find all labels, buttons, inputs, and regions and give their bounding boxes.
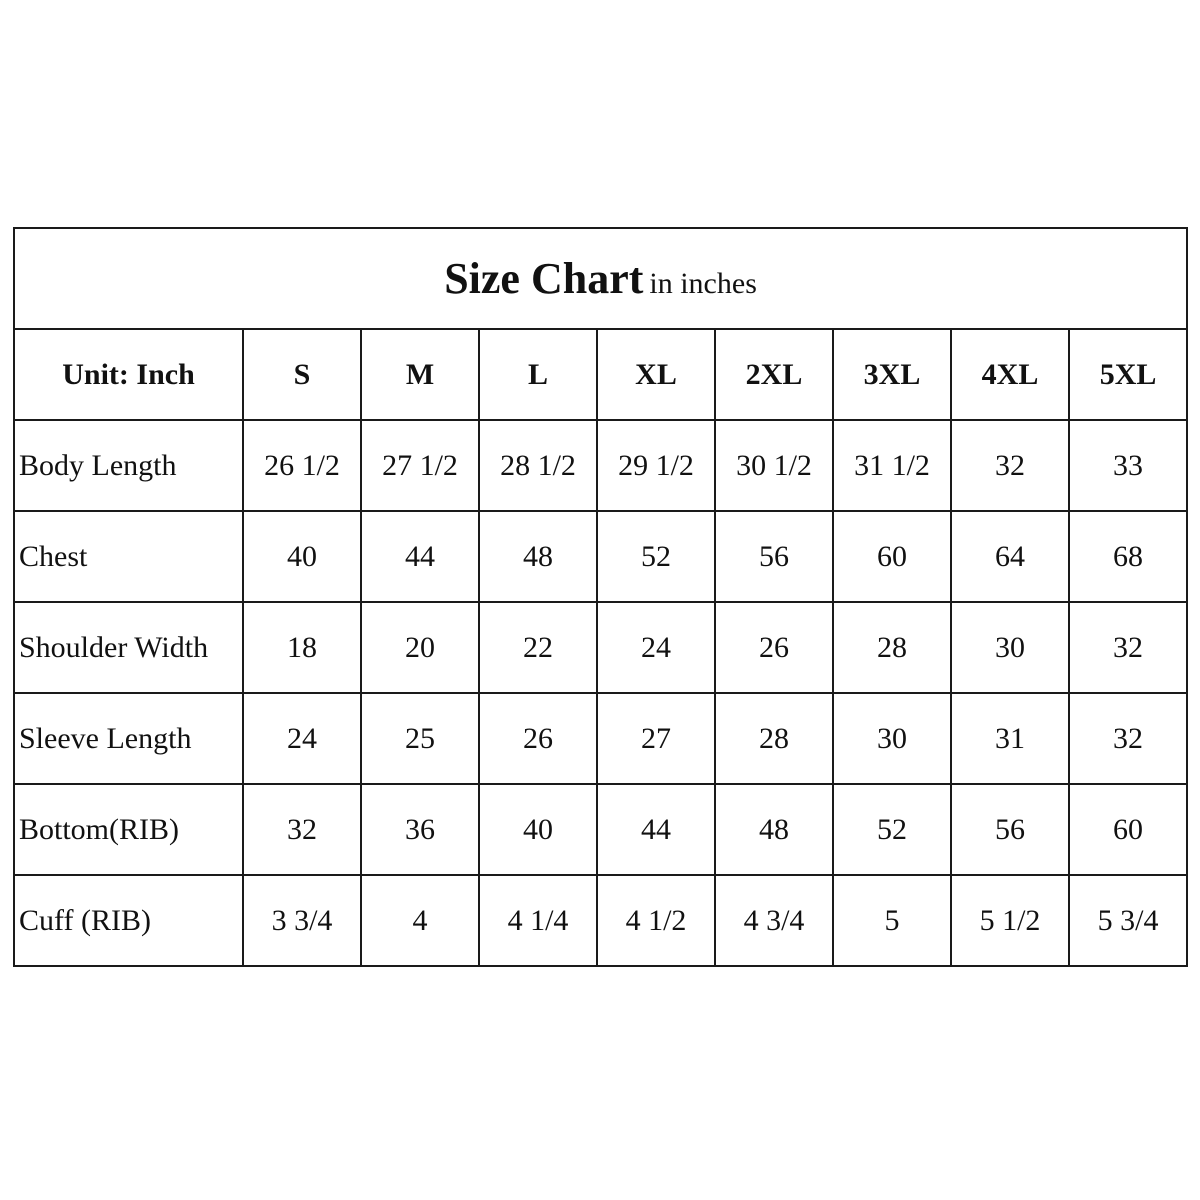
header-row xyxy=(14,329,1187,420)
unit-header: Unit: Inch xyxy=(14,329,243,420)
table-cell: 4 3/4 xyxy=(715,875,833,966)
table-cell: 31 1/2 xyxy=(833,420,951,511)
table-cell: 24 xyxy=(243,693,361,784)
size-header-l: L xyxy=(479,329,597,420)
table-row xyxy=(14,511,1187,602)
row-label: Bottom(RIB) xyxy=(14,784,243,875)
table-cell: 32 xyxy=(243,784,361,875)
table-cell: 20 xyxy=(361,602,479,693)
table-cell: 25 xyxy=(361,693,479,784)
table-cell: 33 xyxy=(1069,420,1187,511)
row-label: Body Length xyxy=(14,420,243,511)
table-cell: 30 xyxy=(951,602,1069,693)
table-row xyxy=(14,602,1187,693)
table-cell: 5 3/4 xyxy=(1069,875,1187,966)
table-cell: 40 xyxy=(479,784,597,875)
table-cell: 32 xyxy=(1069,693,1187,784)
table-cell: 32 xyxy=(1069,602,1187,693)
table-cell: 3 3/4 xyxy=(243,875,361,966)
table-cell: 24 xyxy=(597,602,715,693)
table-cell: 56 xyxy=(951,784,1069,875)
table-cell: 64 xyxy=(951,511,1069,602)
table-cell: 44 xyxy=(597,784,715,875)
table-cell: 4 1/2 xyxy=(597,875,715,966)
table-row xyxy=(14,420,1187,511)
table-cell: 52 xyxy=(833,784,951,875)
table-cell: 4 xyxy=(361,875,479,966)
table-cell: 48 xyxy=(479,511,597,602)
size-header-m: M xyxy=(361,329,479,420)
table-cell: 18 xyxy=(243,602,361,693)
size-header-4xl: 4XL xyxy=(951,329,1069,420)
table-cell: 28 xyxy=(715,693,833,784)
row-label: Shoulder Width xyxy=(14,602,243,693)
table-cell: 5 xyxy=(833,875,951,966)
table-cell: 40 xyxy=(243,511,361,602)
table-cell: 27 1/2 xyxy=(361,420,479,511)
table-cell: 68 xyxy=(1069,511,1187,602)
table-row xyxy=(14,784,1187,875)
table-cell: 27 xyxy=(597,693,715,784)
table-cell: 5 1/2 xyxy=(951,875,1069,966)
table-cell: 28 1/2 xyxy=(479,420,597,511)
table-cell: 4 1/4 xyxy=(479,875,597,966)
table-cell: 30 xyxy=(833,693,951,784)
table-cell: 26 xyxy=(715,602,833,693)
table-cell: 32 xyxy=(951,420,1069,511)
size-chart-table xyxy=(13,227,1188,967)
title-cell xyxy=(14,228,1187,329)
table-cell: 60 xyxy=(833,511,951,602)
table-cell: 22 xyxy=(479,602,597,693)
chart-subtitle: in inches xyxy=(649,267,757,300)
chart-title: Size Chart xyxy=(444,254,644,303)
table-cell: 30 1/2 xyxy=(715,420,833,511)
table-row xyxy=(14,875,1187,966)
table-cell: 60 xyxy=(1069,784,1187,875)
table-cell: 36 xyxy=(361,784,479,875)
row-label: Cuff (RIB) xyxy=(14,875,243,966)
size-header-xl: XL xyxy=(597,329,715,420)
table-cell: 31 xyxy=(951,693,1069,784)
size-header-3xl: 3XL xyxy=(833,329,951,420)
table-cell: 29 1/2 xyxy=(597,420,715,511)
table-cell: 52 xyxy=(597,511,715,602)
row-label: Sleeve Length xyxy=(14,693,243,784)
table-cell: 56 xyxy=(715,511,833,602)
size-header-s: S xyxy=(243,329,361,420)
table-cell: 44 xyxy=(361,511,479,602)
table-cell: 48 xyxy=(715,784,833,875)
table-cell: 26 xyxy=(479,693,597,784)
table-cell: 26 1/2 xyxy=(243,420,361,511)
table-cell: 28 xyxy=(833,602,951,693)
row-label: Chest xyxy=(14,511,243,602)
size-header-2xl: 2XL xyxy=(715,329,833,420)
size-header-5xl: 5XL xyxy=(1069,329,1187,420)
table-row xyxy=(14,693,1187,784)
title-row xyxy=(14,228,1187,329)
